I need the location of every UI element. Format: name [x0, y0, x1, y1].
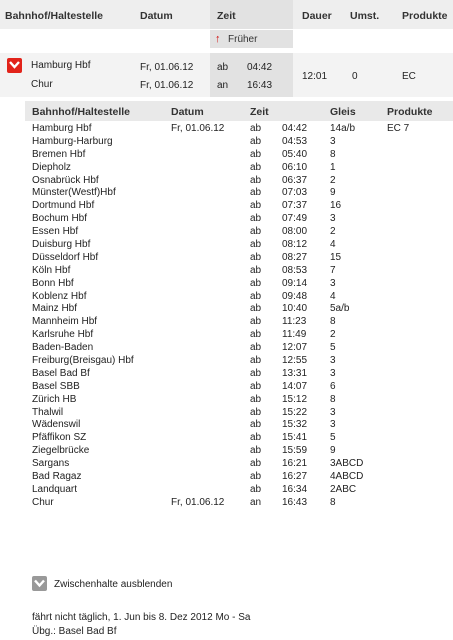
stop-row	[0, 123, 453, 136]
stop-station[interactable]: Diepholz	[32, 161, 71, 173]
stop-time: 07:03	[282, 187, 308, 199]
stop-row	[0, 200, 453, 213]
stop-type: ab	[250, 303, 262, 315]
header-products[interactable]: Produkte	[402, 10, 448, 22]
stops-list	[0, 123, 453, 510]
stop-type: ab	[250, 342, 262, 354]
details-header-platform: Gleis	[330, 106, 356, 118]
stop-row	[0, 432, 453, 445]
stop-row	[0, 419, 453, 432]
stop-time: 16:27	[282, 471, 308, 483]
stop-time: 10:40	[282, 303, 308, 315]
stop-type: ab	[250, 290, 262, 302]
stop-platform: 3	[330, 419, 336, 431]
stop-time: 16:43	[282, 496, 308, 508]
stop-row	[0, 136, 453, 149]
stop-type: an	[250, 496, 262, 508]
stop-platform: 14a/b	[330, 123, 356, 134]
stop-time: 08:27	[282, 251, 308, 263]
stop-type: ab	[250, 251, 262, 263]
expand-toggle-button[interactable]	[7, 58, 22, 73]
stop-row	[0, 381, 453, 394]
stop-time: 16:21	[282, 458, 308, 470]
stop-platform: 5a/b	[330, 303, 350, 315]
stop-platform: 1	[330, 161, 336, 173]
stop-type: ab	[250, 432, 262, 444]
stop-type: ab	[250, 380, 262, 392]
stop-platform: 5	[330, 432, 336, 444]
stop-time: 04:53	[282, 135, 308, 147]
header-station[interactable]: Bahnhof/Haltestelle	[5, 10, 104, 22]
stop-platform: 4	[330, 290, 336, 302]
stop-row	[0, 213, 453, 226]
stop-type: ab	[250, 419, 262, 431]
earlier-button[interactable]	[210, 29, 293, 48]
stop-type: ab	[250, 329, 262, 341]
stop-type: ab	[250, 355, 262, 367]
stop-time: 15:41	[282, 432, 308, 444]
stop-station[interactable]: Ziegelbrücke	[32, 445, 90, 457]
stop-time: 16:34	[282, 483, 308, 495]
connection-arr-type: an	[217, 80, 229, 91]
stop-station[interactable]: Mainz Hbf	[32, 303, 78, 315]
stop-platform: 3	[330, 367, 336, 379]
stop-station[interactable]: Sargans	[32, 458, 70, 470]
stop-type: ab	[250, 367, 262, 379]
stop-row	[0, 278, 453, 291]
connection-dep-date: Fr, 01.06.12	[140, 62, 194, 73]
header-date[interactable]: Datum	[140, 10, 173, 22]
stop-type: ab	[250, 226, 262, 238]
stop-row	[0, 445, 453, 458]
header-duration[interactable]: Dauer	[302, 10, 332, 22]
stop-platform: 4	[330, 239, 336, 251]
stop-type: ab	[250, 393, 262, 405]
stop-station[interactable]: Münster(Westf)Hbf	[32, 187, 116, 199]
stop-station[interactable]: Mannheim Hbf	[32, 316, 98, 328]
stop-station[interactable]: Basel SBB	[32, 380, 80, 392]
stop-row	[0, 252, 453, 265]
stop-time: 05:40	[282, 148, 308, 160]
stop-type: ab	[250, 148, 262, 160]
stop-platform: 7	[330, 264, 336, 276]
stop-row	[0, 407, 453, 420]
stop-time: 06:37	[282, 174, 308, 186]
details-header-station: Bahnhof/Haltestelle	[32, 106, 131, 118]
stop-station[interactable]: Basel Bad Bf	[32, 367, 90, 379]
details-header-date: Datum	[171, 106, 204, 118]
stop-row	[0, 265, 453, 278]
details-header-time: Zeit	[250, 106, 269, 118]
stop-type: ab	[250, 135, 262, 147]
connection-dep-type: ab	[217, 62, 229, 73]
stop-station[interactable]: Essen Hbf	[32, 226, 79, 238]
stop-type: ab	[250, 200, 262, 212]
stop-row	[0, 458, 453, 471]
stop-type: ab	[250, 277, 262, 289]
stop-row	[0, 226, 453, 239]
stop-time: 14:07	[282, 380, 308, 392]
stop-row	[0, 497, 453, 510]
connection-arr-time: 16:43	[247, 80, 273, 91]
stop-platform: 2	[330, 174, 336, 186]
stop-row	[0, 394, 453, 407]
stop-type: ab	[250, 316, 262, 328]
connection-product: EC	[402, 71, 416, 82]
stop-station[interactable]: Bonn Hbf	[32, 277, 74, 289]
stop-time: 08:12	[282, 239, 308, 251]
header-time[interactable]: Zeit	[217, 10, 236, 22]
stop-time: 12:07	[282, 342, 308, 354]
stop-station[interactable]: Baden-Baden	[32, 342, 94, 354]
transfer-note: Übg.: Basel Bad Bf	[32, 626, 117, 637]
stop-platform: 8	[330, 148, 336, 160]
stop-row	[0, 329, 453, 342]
connection-dep-time: 04:42	[247, 62, 273, 73]
stop-row	[0, 187, 453, 200]
stop-type: ab	[250, 445, 262, 457]
connection-arr-date: Fr, 01.06.12	[140, 80, 194, 91]
connection-row[interactable]	[0, 53, 453, 97]
stop-station[interactable]: Hamburg Hbf	[32, 123, 92, 134]
stop-platform: 3	[330, 277, 336, 289]
details-header-products: Produkte	[387, 106, 433, 118]
stop-date: Fr, 01.06.12	[171, 123, 225, 134]
stop-station[interactable]: Koblenz Hbf	[32, 290, 87, 302]
stop-platform: 3	[330, 355, 336, 367]
stop-time: 07:49	[282, 213, 308, 225]
connection-from[interactable]: Hamburg Hbf	[31, 60, 91, 71]
stop-time: 15:32	[282, 419, 308, 431]
stop-time: 15:59	[282, 445, 308, 457]
stop-platform: 8	[330, 393, 336, 405]
stop-time: 09:14	[282, 277, 308, 289]
stop-type: ab	[250, 123, 262, 134]
stop-platform: 2ABC	[330, 483, 357, 495]
stop-time: 08:53	[282, 264, 308, 276]
stop-time: 12:55	[282, 355, 308, 367]
hide-stops-link[interactable]: Zwischenhalte ausblenden	[54, 579, 173, 590]
stop-station[interactable]: Düsseldorf Hbf	[32, 251, 99, 263]
results-header	[0, 0, 453, 29]
stop-station[interactable]: Bremen Hbf	[32, 148, 86, 160]
stop-platform: 9	[330, 187, 336, 199]
stop-type: ab	[250, 239, 262, 251]
stop-row	[0, 162, 453, 175]
arrow-up-icon: ↑	[215, 33, 221, 45]
stop-station[interactable]: Bad Ragaz	[32, 471, 82, 483]
stop-time: 06:10	[282, 161, 308, 173]
stop-station[interactable]: Wädenswil	[32, 419, 81, 431]
stop-type: ab	[250, 471, 262, 483]
stop-time: 13:31	[282, 367, 308, 379]
stop-row	[0, 303, 453, 316]
stop-station[interactable]: Zürich HB	[32, 393, 77, 405]
stop-row	[0, 239, 453, 252]
stop-row	[0, 355, 453, 368]
stop-platform: 9	[330, 445, 336, 457]
stop-platform: 3	[330, 135, 336, 147]
stop-row	[0, 175, 453, 188]
details-header	[25, 101, 453, 121]
service-note: fährt nicht täglich, 1. Jun bis 8. Dez 2012 Mo - Sa	[32, 612, 251, 623]
stop-station[interactable]: Hamburg-Harburg	[32, 135, 113, 147]
stop-station[interactable]: Köln Hbf	[32, 264, 71, 276]
stop-type: ab	[250, 161, 262, 173]
stop-row	[0, 149, 453, 162]
header-changes[interactable]: Umst.	[350, 10, 380, 22]
stop-platform: 2	[330, 226, 336, 238]
stop-time: 15:12	[282, 393, 308, 405]
stop-row	[0, 471, 453, 484]
stop-station[interactable]: Osnabrück Hbf	[32, 174, 99, 186]
earlier-label: Früher	[228, 34, 258, 45]
connection-duration: 12:01	[302, 71, 328, 82]
stop-row	[0, 484, 453, 497]
stop-station[interactable]: Karlsruhe Hbf	[32, 329, 94, 341]
connection-changes: 0	[352, 71, 358, 82]
stop-platform: 3	[330, 213, 336, 225]
stop-platform: 16	[330, 200, 342, 212]
stop-station[interactable]: Freiburg(Breisgau) Hbf	[32, 355, 134, 367]
stop-type: ab	[250, 213, 262, 225]
chevron-down-icon	[33, 579, 46, 588]
stop-platform: 3ABCD	[330, 458, 364, 470]
stop-station[interactable]: Chur	[32, 496, 54, 508]
stop-station[interactable]: Dortmund Hbf	[32, 200, 95, 212]
stop-row	[0, 368, 453, 381]
stop-station[interactable]: Thalwil	[32, 406, 64, 418]
stop-time: 11:23	[282, 316, 307, 328]
chevron-down-icon	[8, 60, 21, 70]
stop-platform: 4ABCD	[330, 471, 364, 483]
stop-station[interactable]: Pfäffikon SZ	[32, 432, 87, 444]
stop-product[interactable]: EC 7	[387, 123, 410, 134]
stop-platform: 2	[330, 329, 336, 341]
connection-to[interactable]: Chur	[31, 79, 53, 90]
stop-type: ab	[250, 458, 262, 470]
stop-time: 09:48	[282, 290, 308, 302]
stop-platform: 8	[330, 316, 336, 328]
stop-station[interactable]: Duisburg Hbf	[32, 239, 91, 251]
stop-time: 08:00	[282, 226, 308, 238]
stop-time: 15:22	[282, 406, 308, 418]
stop-time: 11:49	[282, 329, 307, 341]
hide-stops-button[interactable]	[32, 576, 47, 591]
stop-type: ab	[250, 174, 262, 186]
stop-type: ab	[250, 406, 262, 418]
stop-date: Fr, 01.06.12	[171, 496, 225, 508]
stop-row	[0, 291, 453, 304]
stop-platform: 6	[330, 380, 336, 392]
stop-station[interactable]: Bochum Hbf	[32, 213, 88, 225]
stop-platform: 3	[330, 406, 336, 418]
stop-type: ab	[250, 187, 262, 199]
stop-station[interactable]: Landquart	[32, 483, 78, 495]
stop-time: 07:37	[282, 200, 308, 212]
stop-time: 04:42	[282, 123, 308, 134]
stop-platform: 5	[330, 342, 336, 354]
stop-platform: 8	[330, 496, 336, 508]
stop-type: ab	[250, 483, 262, 495]
stop-row	[0, 316, 453, 329]
stop-row	[0, 342, 453, 355]
stop-type: ab	[250, 264, 262, 276]
stop-platform: 15	[330, 251, 342, 263]
